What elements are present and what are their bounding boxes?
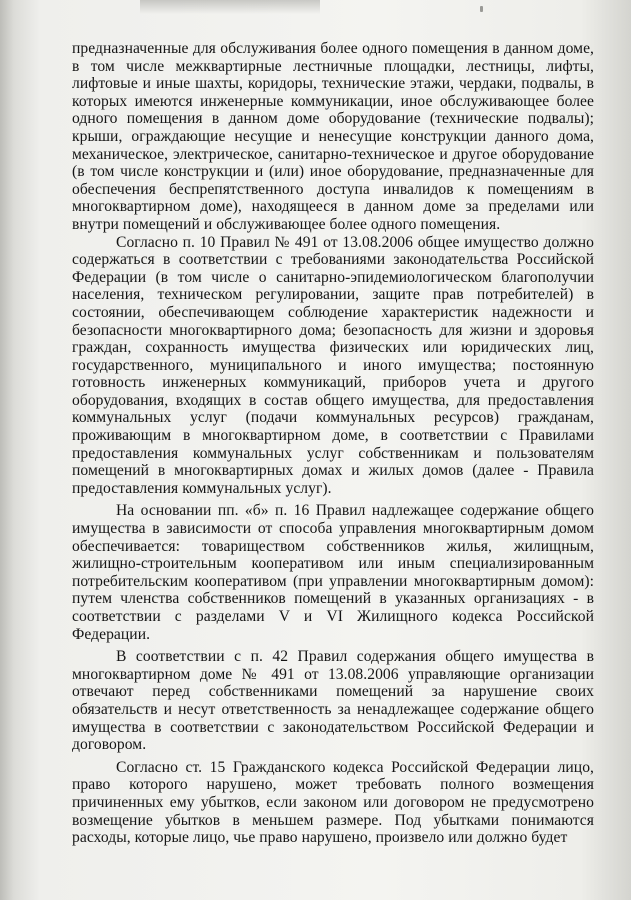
document-body [72,40,594,847]
paragraph-5: Согласно ст. 15 Гражданского кодекса Российской Федерации лицо, право которого нарушено, может требовать полного возмещения причиненных ему убытков, если законом или договором не предусмотрено возмещение убытков в меньшем размере. Под убытками понимаются расходы, которые лицо, чье право нарушено, произвело или должно будет [72,758,594,847]
paragraph-2: Согласно п. 10 Правил № 491 от 13.08.2006 общее имущество должно содержаться в соответствии с требованиями законодательства Российской Федерации (в том числе о санитарно-эпидемиологическом благополучии населения, техническом регулировании, защите прав потребителей) в состоянии, обеспечивающем соблюдение характеристик надежности и безопасности многоквартирного дома; безопасность для жизни и здоровья граждан, сохранность имущества физических или юридических лиц, государственного, муниципального и иного имущества; постоянную готовность инженерных коммуникаций, приборов учета и другого оборудования, входящих в состав общего имущества, для предоставления коммунальных услуг (подачи коммунальных ресурсов) гражданам, проживающим в многоквартирном доме, в соответствии с Правилами предоставления коммунальных услуг собственникам и пользователям помещений в многоквартирных домах и жилых домов (далее - Правила предоставления коммунальных услуг). [72,233,594,497]
paragraph-3: На основании пп. «б» п. 16 Правил надлежащее содержание общего имущества в зависимости от способа управления многоквартирным домом обеспечивается: товариществом собственников жилья, жилищным, жилищно-строительным кооперативом или иным специализированным потребительским кооперативом (при управлении многоквартирным домом): путем членства собственников помещений в указанных организациях - в соответствии с разделами V и VI Жилищного кодекса Российской Федерации. [72,502,594,643]
paragraph-4: В соответствии с п. 42 Правил содержания общего имущества в многоквартирном доме № 491 от 13.08.2006 управляющие организации отвечают перед собственниками помещений за нарушение своих обязательств и несут ответственность за ненадлежащее содержание общего имущества в соответствии с законодательством Российской Федерации и договором. [72,648,594,754]
scan-mark [480,6,483,12]
paragraph-1: предназначенные для обслуживания более одного помещения в данном доме, в том числе межквартирные лестничные площадки, лестницы, лифты, лифтовые и иные шахты, коридоры, технические этажи, чердаки, подвалы, в которых имеются инженерные коммуникации, иное обслуживающее более одного помещения в данном доме оборудование (технические подвалы); крыши, ограждающие несущие и ненесущие конструкции данного дома, механическое, электрическое, санитарно-техническое и другое оборудование (в том числе конструкции и (или) иное оборудование, предназначенные для обеспечения беспрепятственного доступа инвалидов к помещениям в многоквартирном доме), находящееся в данном доме за пределами или внутри помещений и обслуживающее более одного помещения. [72,40,594,233]
scan-shadow [140,0,320,14]
